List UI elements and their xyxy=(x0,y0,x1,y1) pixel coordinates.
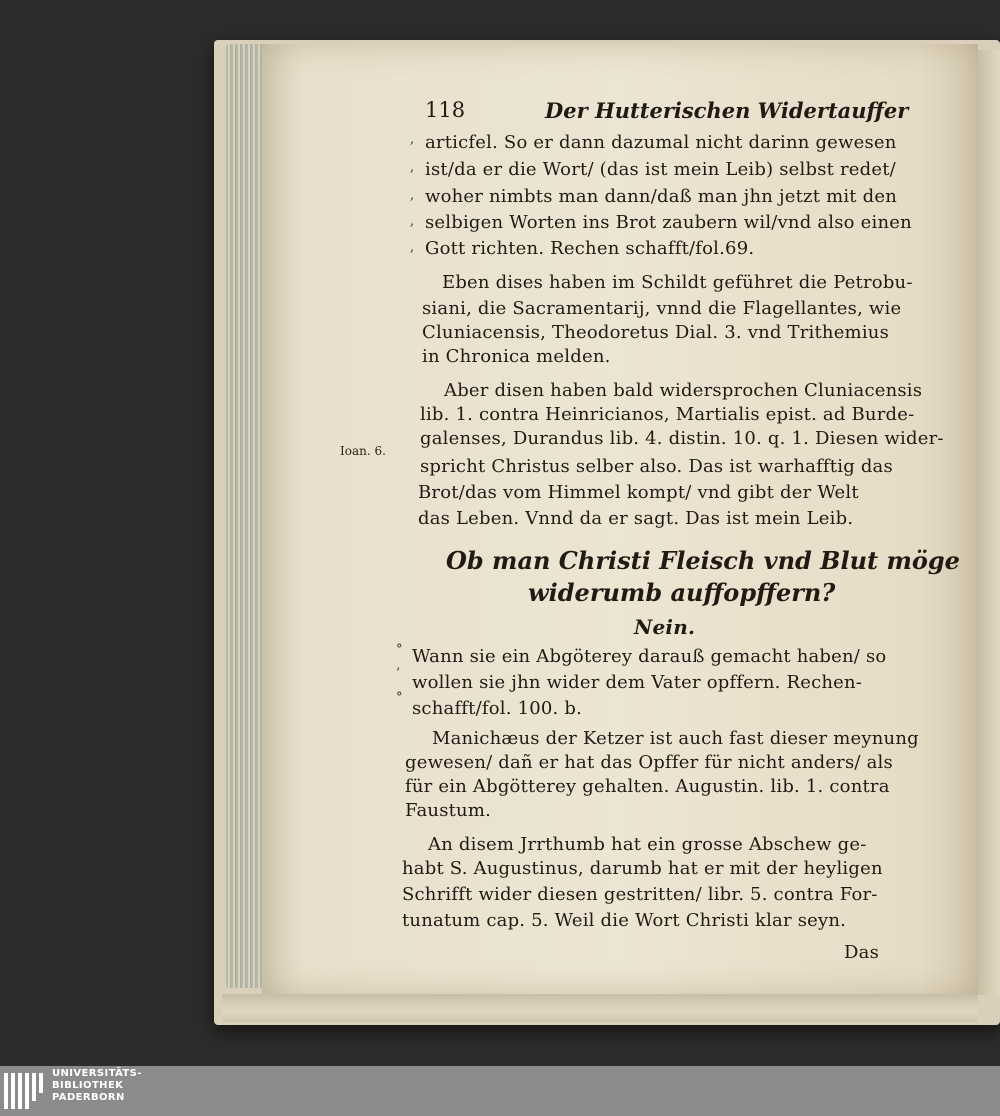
text-line: Brot/das vom Himmel kompt/ vnd gibt der Welt xyxy=(418,482,859,503)
library-name-line3: PADERBORN xyxy=(52,1092,125,1103)
text-line: Wann sie ein Abgöterey darauß gemacht haben/ so xyxy=(412,646,887,667)
quote-mark: ° xyxy=(396,642,403,657)
page-number: 118 xyxy=(425,98,466,122)
text-line: Schrifft wider diesen gestritten/ libr. 5. contra For- xyxy=(402,884,878,905)
facing-page-edge xyxy=(978,50,1000,995)
footer-bar xyxy=(0,1066,1000,1116)
text-line: Faustum. xyxy=(405,800,492,821)
quote-mark: , xyxy=(410,214,415,229)
text-line: galenses, Durandus lib. 4. distin. 10. q. 1. Diesen wider- xyxy=(420,428,944,449)
text-line: An disem Jrrthumb hat ein grosse Abschew ge- xyxy=(428,834,867,855)
text-line: habt S. Augustinus, darumb hat er mit der heyligen xyxy=(402,858,883,879)
text-line: Eben dises haben im Schildt geführet die Petrobu- xyxy=(442,272,913,293)
quote-mark: , xyxy=(410,160,415,175)
text-line: Manichæus der Ketzer ist auch fast dieser meynung xyxy=(432,728,919,749)
text-line: wollen sie jhn wider dem Vater opffern. Rechen- xyxy=(412,672,863,693)
text-line: siani, die Sacramentarij, vnnd die Flagellantes, wie xyxy=(422,298,902,319)
catchword: Das xyxy=(844,942,880,963)
text-line: woher nimbts man dann/daß man jhn jetzt mit den xyxy=(425,186,898,207)
text-line: in Chronica melden. xyxy=(422,346,611,367)
section-heading: Ob man Christi Fleisch vnd Blut möge xyxy=(446,546,960,575)
text-line: das Leben. Vnnd da er sagt. Das ist mein Leib. xyxy=(418,508,854,529)
page-edges xyxy=(226,44,266,988)
library-name-line1: UNIVERSITÄTS- xyxy=(52,1068,142,1079)
running-head: Der Hutterischen Widertauffer xyxy=(545,98,909,123)
library-logo-icon xyxy=(2,1069,46,1113)
answer-label: Nein. xyxy=(634,615,696,639)
section-heading-line2: widerumb auffopffern? xyxy=(528,578,836,607)
quote-mark: , xyxy=(410,132,415,147)
text-line: Cluniacensis, Theodoretus Dial. 3. vnd Trithemius xyxy=(422,322,890,343)
library-name-line2: BIBLIOTHEK xyxy=(52,1080,124,1091)
text-line: spricht Christus selber also. Das ist warhafftig das xyxy=(420,456,893,477)
text-line: selbigen Worten ins Brot zaubern wil/vnd also einen xyxy=(425,212,912,233)
text-line: ist/da er die Wort/ (das ist mein Leib) selbst redet/ xyxy=(425,159,896,180)
text-line: tunatum cap. 5. Weil die Wort Christi klar seyn. xyxy=(402,910,847,931)
quote-mark: ’ xyxy=(396,666,401,681)
text-line: schafft/fol. 100. b. xyxy=(412,698,583,719)
text-line: articfel. So er dann dazumal nicht darinn gewesen xyxy=(425,132,897,153)
text-line: lib. 1. contra Heinricianos, Martialis epist. ad Burde- xyxy=(420,404,915,425)
text-line: gewesen/ dañ er hat das Opffer für nicht anders/ als xyxy=(405,752,893,773)
book-bottom-edge xyxy=(222,994,978,1022)
margin-note: Ioan. 6. xyxy=(340,444,386,458)
quote-mark: , xyxy=(410,240,415,255)
text-line: für ein Abgötterey gehalten. Augustin. lib. 1. contra xyxy=(405,776,890,797)
quote-mark: ° xyxy=(396,690,403,705)
text-line: Gott richten. Rechen schafft/fol.69. xyxy=(425,238,755,259)
quote-mark: , xyxy=(410,188,415,203)
text-line: Aber disen haben bald widersprochen Cluniacensis xyxy=(444,380,923,401)
